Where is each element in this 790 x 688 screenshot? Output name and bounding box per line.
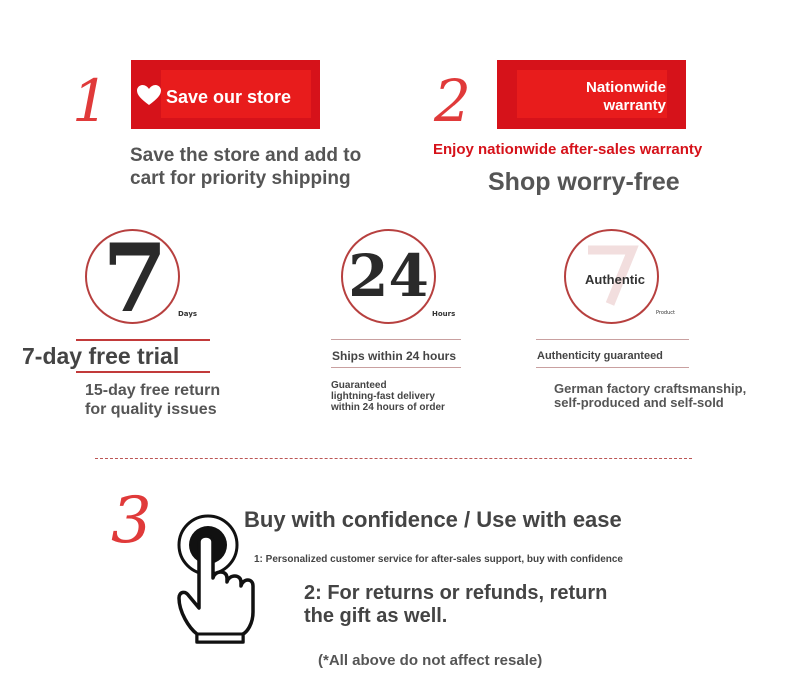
step-number-1: 1	[72, 67, 109, 135]
heart-icon	[137, 85, 161, 106]
trial-desc-line2: for quality issues	[85, 401, 217, 418]
point-2-line1: 2: For returns or refunds, return	[304, 582, 608, 604]
point-2-text	[304, 582, 607, 628]
shipping-divider	[331, 339, 461, 340]
authentic-big-label: Authentic	[585, 272, 645, 287]
shipping-divider-2	[331, 367, 461, 368]
shipping-unit: Hours	[432, 310, 456, 318]
trial-divider-2	[76, 371, 210, 373]
save-store-desc-line1: Save the store and add to	[130, 145, 362, 166]
point-2-line2: the gift as well.	[304, 605, 448, 627]
warranty-button[interactable]	[497, 60, 686, 129]
step-number-2: 2	[434, 67, 471, 135]
warranty-red-text: Enjoy nationwide after-sales warranty	[433, 141, 703, 158]
authentic-unit: Product	[656, 310, 675, 316]
trial-title: 7-day free trial	[22, 343, 180, 369]
warranty-label-line1: Nationwide	[585, 79, 666, 96]
trial-desc-line1: 15-day free return	[85, 382, 221, 399]
authentic-title: Authenticity guaranteed	[537, 350, 663, 362]
section-divider	[95, 458, 692, 459]
point-1-text: 1: Personalized customer service for after-sales support, buy with confidence	[254, 554, 623, 565]
authentic-divider-2	[536, 367, 689, 368]
warranty-label-line2: warranty	[603, 97, 666, 114]
shipping-desc-line1: Guaranteed	[331, 380, 387, 391]
shipping-description	[331, 380, 445, 413]
resale-footnote: (*All above do not affect resale)	[318, 652, 543, 669]
trial-divider	[76, 339, 210, 341]
confidence-heading: Buy with confidence / Use with ease	[244, 507, 622, 532]
warranty-label	[586, 79, 666, 115]
authentic-desc-line1: German factory craftsmanship,	[554, 381, 747, 396]
authentic-desc-line2: self-produced and self-sold	[554, 395, 724, 410]
shipping-desc-line3: within 24 hours of order	[331, 402, 445, 413]
shipping-big-number: 24	[348, 242, 429, 310]
step-number-3: 3	[111, 484, 152, 558]
authentic-divider	[536, 339, 689, 340]
save-store-description	[130, 144, 361, 190]
save-store-desc-line2: cart for priority shipping	[130, 168, 351, 189]
save-store-label: Save our store	[166, 87, 292, 107]
trial-unit: Days	[178, 310, 198, 318]
shop-worry-free-heading: Shop worry-free	[488, 168, 680, 196]
trial-big-number: 7	[102, 224, 168, 334]
save-store-button[interactable]	[131, 60, 320, 129]
shipping-title: Ships within 24 hours	[332, 349, 457, 363]
shipping-desc-line2: lightning-fast delivery	[331, 391, 435, 402]
trial-description	[85, 381, 220, 419]
authentic-description	[554, 382, 746, 410]
